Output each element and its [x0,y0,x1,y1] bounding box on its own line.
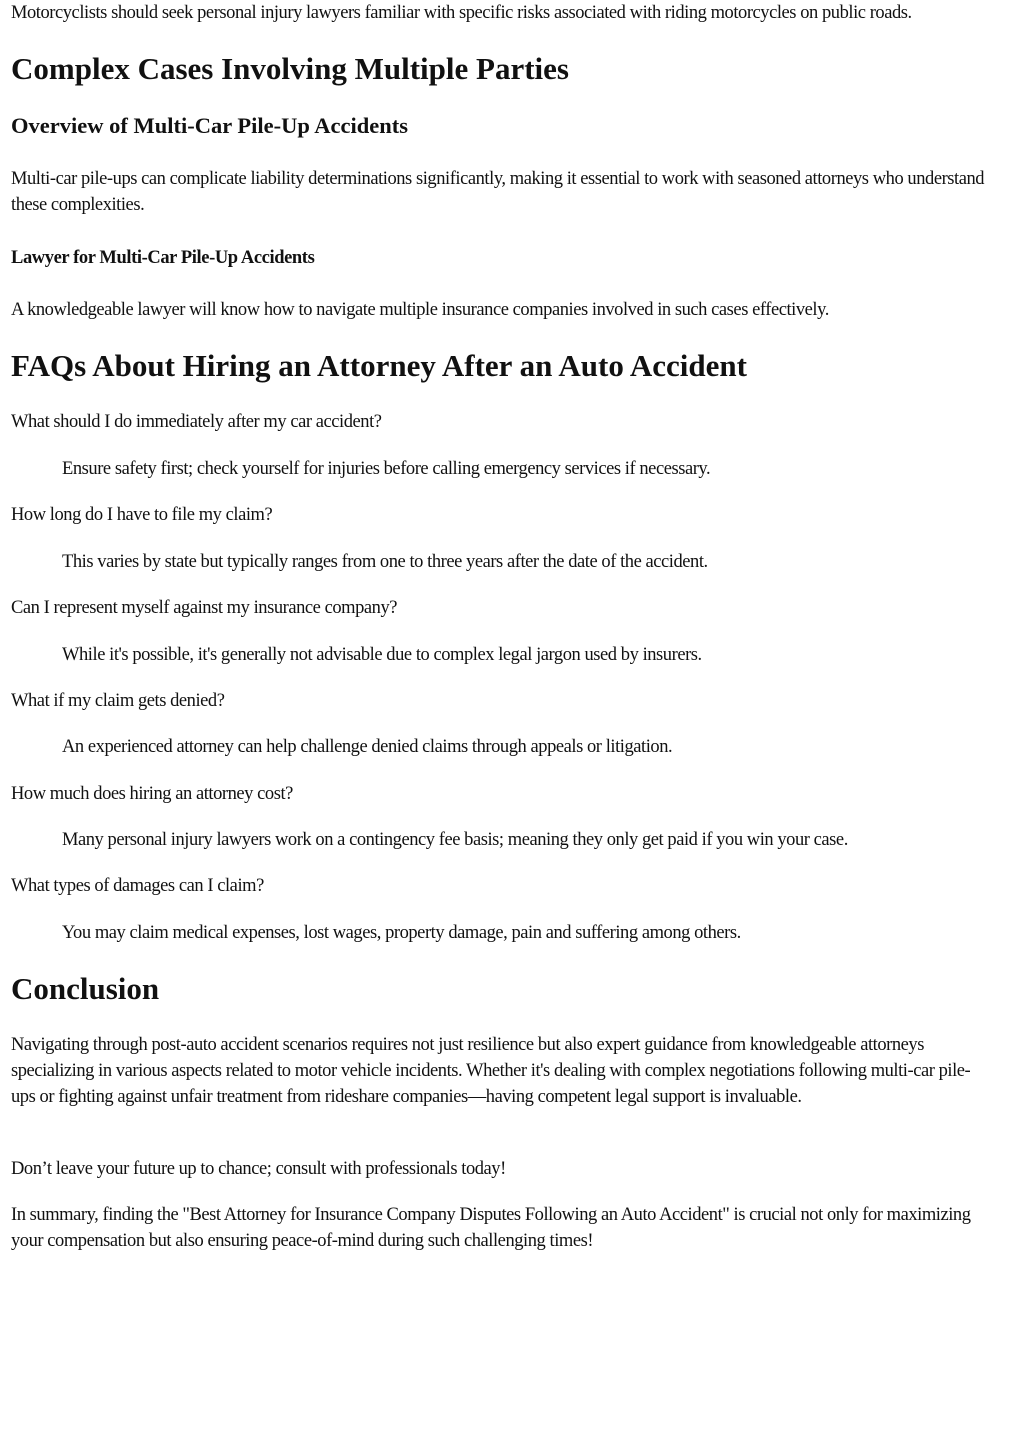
conclusion-paragraph: In summary, finding the "Best Attorney for Insurance Company Disputes Following an Auto Accident" is crucial not only for maximizing your compensation but also ensuring peace-of-mind during such challenging times! [11,1205,971,1251]
conclusion-paragraph: Don’t leave your future up to chance; consult with professionals today! [11,1159,506,1179]
section-heading-conclusion: Conclusion [11,971,160,1006]
section-heading-complex-cases: Complex Cases Involving Multiple Parties [11,51,569,86]
faq-question: How much does hiring an attorney cost? [11,784,293,804]
paragraph-multi-car-overview: Multi-car pile-ups can complicate liability determinations significantly, making it essential to work with seasoned attorneys who understand these complexities. [11,169,985,215]
minor-heading-multi-car-lawyer: Lawyer for Multi-Car Pile-Up Accidents [11,248,315,268]
faq-question: Can I represent myself against my insurance company? [11,598,398,618]
faq-answer: While it's possible, it's generally not advisable due to complex legal jargon used by insurers. [62,645,702,665]
faq-answer: An experienced attorney can help challenge denied claims through appeals or litigation. [62,737,673,757]
faq-answer: You may claim medical expenses, lost wages, property damage, pain and suffering among others. [62,923,741,943]
subheading-multi-car-overview: Overview of Multi-Car Pile-Up Accidents [11,113,409,138]
conclusion-paragraph: Navigating through post-auto accident scenarios requires not just resilience but also expert guidance from knowledgeable attorneys specializing in various aspects related to motor vehicle incidents. Whether it's dealing with complex negotiations following multi-car pile-ups or fighting against unfair treatment from rideshare companies—having competent legal support is invaluable. [11,1035,971,1107]
faq-question: What types of damages can I claim? [11,876,264,896]
faq-answer: Ensure safety first; check yourself for injuries before calling emergency services if necessary. [62,459,711,479]
faq-question: What if my claim gets denied? [11,691,225,711]
faq-question: How long do I have to file my claim? [11,505,273,525]
paragraph-multi-car-lawyer: A knowledgeable lawyer will know how to navigate multiple insurance companies involved in such cases effectively. [11,300,829,320]
faq-question: What should I do immediately after my car accident? [11,412,382,432]
faq-answer: Many personal injury lawyers work on a contingency fee basis; meaning they only get paid if you win your case. [62,830,848,850]
section-heading-faqs: FAQs About Hiring an Attorney After an Auto Accident [11,348,747,383]
faq-answer: This varies by state but typically ranges from one to three years after the date of the accident. [62,552,708,572]
intro-fragment-paragraph: Motorcyclists should seek personal injury lawyers familiar with specific risks associated with riding motorcycles on public roads. [11,3,912,23]
